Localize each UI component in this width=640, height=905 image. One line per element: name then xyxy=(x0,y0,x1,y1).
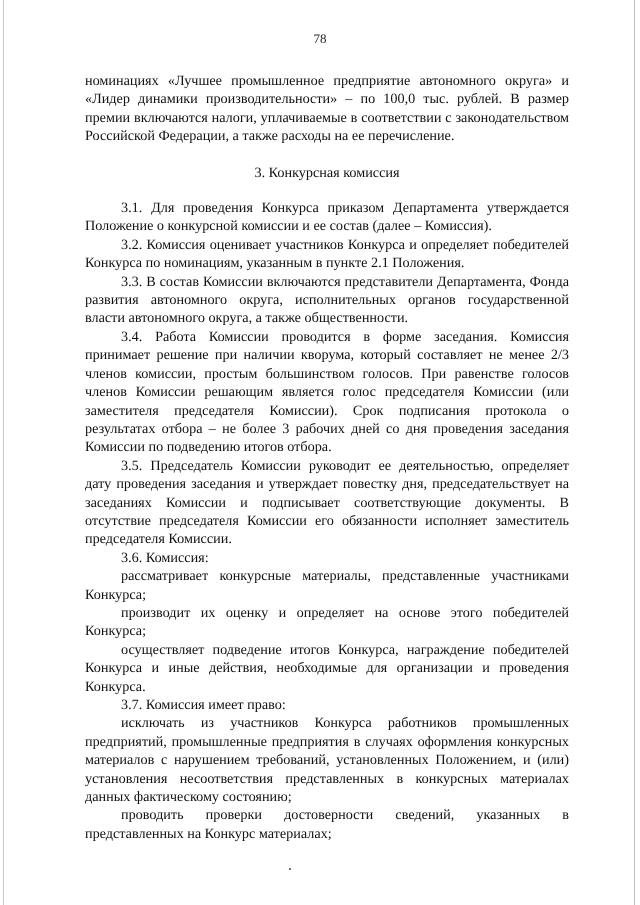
paragraph-3-6: 3.6. Комиссия: xyxy=(121,549,209,566)
scan-edge-left xyxy=(3,0,4,905)
paragraph-3-4: 3.4. Работа Комиссии проводится в форме заседания. Комиссия принимает решение при наличии кворума, который составляет не менее 2/3 членов комиссии, простым большинством голосов. При равенстве голосов членов Комиссии решающим является голос председателя Комиссии (или заместителя председателя Комиссии). Срок подписания протокола о результатах отбора – не более 3 рабочих дней со дня проведения заседания Комиссии по подведению итогов отбора. xyxy=(85,328,569,456)
paragraph-3-3: 3.3. В состав Комиссии включаются представители Департамента, Фонда развития автономного округа, исполнительных органов государственной власти автономного округа, а также общественности. xyxy=(85,273,569,327)
scan-dot-mark xyxy=(289,868,291,870)
list-item-summarize: осуществляет подведение итогов Конкурса, награждение победителей Конкурса и иные действия, необходимые для организации и проведения Конкурса. xyxy=(85,641,569,695)
list-item-review: рассматривает конкурсные материалы, представленные участниками Конкурса; xyxy=(85,568,569,603)
paragraph-3-2: 3.2. Комиссия оценивает участников Конкурса и определяет победителей Конкурса по номинациям, указанным в пункте 2.1 Положения. xyxy=(85,236,569,272)
paragraph-continuation: номинациях «Лучшее промышленное предприятие автономного округа» и «Лидер динамики производительности» – по 100,0 тыс. рублей. В размер премии включаются налоги, уплачиваемые в соответствии с законодательством Российской Федерации, а также расходы на ее перечисление. xyxy=(85,73,569,145)
list-item-evaluate: производит их оценку и определяет на основе этого победителей Конкурса; xyxy=(85,604,569,640)
list-item-verify: проводить проверки достоверности сведений, указанных в представленных на Конкурс материалах; xyxy=(85,807,569,842)
paragraph-3-5: 3.5. Председатель Комиссии руководит ее деятельностью, определяет дату проведения заседания и утверждает повестку дня, председательствует на заседаниях Комиссии и подписывает соответствующие документы. В отсутствие председателя Комиссии его обязанности исполняет заместитель председателя Комиссии. xyxy=(85,457,569,548)
page-number: 78 xyxy=(313,31,327,46)
section-heading: 3. Конкурсная комиссия xyxy=(254,164,400,181)
list-item-exclude: исключать из участников Конкурса работников промышленных предприятий, промышленные предприятия в случаях оформления конкурсных материалов с нарушением требований, установленных Положением, и (или) установления несоответствия представленных в конкурсных материалах данных фактическому состоянию; xyxy=(85,715,569,806)
paragraph-3-7: 3.7. Комиссия имеет право: xyxy=(121,697,286,713)
document-body xyxy=(85,72,569,843)
paragraph-3-1: 3.1. Для проведения Конкурса приказом Департамента утверждается Положение о конкурсной комиссии и ее состав (далее – Комиссия). xyxy=(85,200,569,235)
scan-edge-right xyxy=(634,0,635,905)
